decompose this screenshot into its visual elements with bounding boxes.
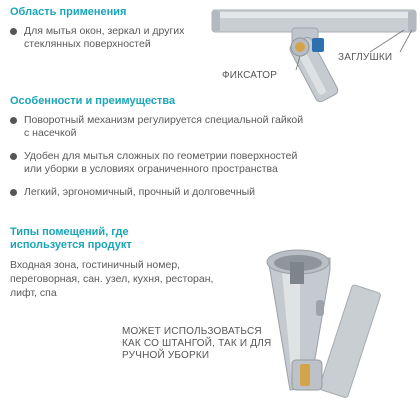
features-bullet-text: Поворотный механизм регулируется специальной гайкой с насечкой [24, 114, 304, 139]
rooms-text: Входная зона, гостиничный номер, переговорная, сан. узел, кухня, ресторан, лифт, спа [10, 259, 214, 299]
features-bullet-text: Легкий, эргономичный, прочный и долговечный [24, 186, 256, 198]
features-bullet [10, 186, 310, 199]
rooms-heading: Типы помещений, где используется продукт [10, 226, 132, 251]
features-heading: Особенности и преимущества [10, 95, 176, 107]
leader-line-caps [370, 30, 404, 52]
area-bullet [10, 25, 210, 51]
features-section [10, 95, 310, 199]
bullet-dot [10, 28, 17, 35]
leader-line-caps-2 [400, 30, 412, 52]
usage-callout: МОЖЕТ ИСПОЛЬЗОВАТЬСЯ КАК СО ШТАНГОЙ, ТАК И ДЛЯ РУЧНОЙ УБОРКИ [122, 326, 272, 361]
caps-callout: ЗАГЛУШКИ [338, 52, 393, 63]
bullet-dot [10, 117, 17, 124]
lock-callout: ФИКСАТОР [222, 70, 278, 81]
area-bullet-text: Для мытья окон, зеркал и других стеклянных поверхностей [24, 25, 185, 50]
bullet-dot [10, 189, 17, 196]
area-heading: Область применения [10, 6, 127, 18]
features-bullet [10, 114, 310, 140]
area-section [10, 6, 210, 51]
squeegee-handle-image [267, 250, 381, 398]
features-bullet-text: Удобен для мытья сложных по геометрии поверхностей или уборки в условиях ограниченного пространства [24, 150, 298, 175]
features-bullet [10, 150, 310, 176]
bullet-dot [10, 153, 17, 160]
rooms-section [10, 226, 240, 300]
